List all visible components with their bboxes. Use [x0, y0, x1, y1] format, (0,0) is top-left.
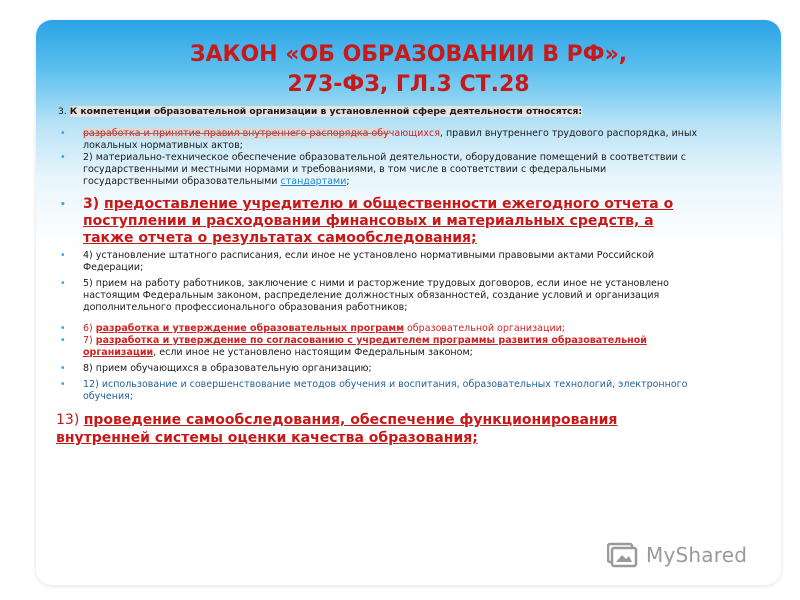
list-item-5	[58, 278, 698, 314]
list-item-3	[58, 196, 698, 247]
item-7-number: 7)	[83, 335, 93, 346]
list-item-4	[58, 250, 698, 274]
title-line-1: ЗАКОН «ОБ ОБРАЗОВАНИИ В РФ»,	[189, 42, 628, 67]
item-7-highlight: разработка и утверждение по согласованию с учредителем программы развития образовательной организации	[83, 335, 647, 358]
item-7-text: , если иное не установлено настоящим Федеральным законом;	[153, 347, 473, 358]
list-item-6	[58, 323, 698, 335]
bullet-icon: •	[60, 128, 66, 139]
bullet-icon: •	[60, 363, 66, 374]
title-line-2: 273-ФЗ, ГЛ.3 СТ.28	[287, 72, 530, 97]
bullet-icon: •	[60, 200, 66, 210]
list-item-1	[58, 128, 698, 152]
item-8-text: 8) прием обучающихся в образовательную организацию;	[83, 363, 372, 374]
standards-link[interactable]: стандартами	[280, 176, 347, 187]
item-2-end: ;	[346, 176, 350, 187]
item-2-text: 2) материально-техническое обеспечение образовательной деятельности, оборудование помещений в соответствии с государственными и местными нормами и требованиями, в том числе в соответствии с федеральными государственными образовательными	[83, 152, 687, 187]
list-item-2	[58, 152, 698, 188]
myshared-logo-icon	[607, 540, 641, 570]
item-5-text: 5) прием на работу работников, заключение с ними и расторжение трудовых договоров, если иное не установлено настоящим Федеральным законом, распределение должностных обязанностей, создание условий и организация дополнительного профессионального образования работников;	[83, 278, 669, 313]
bullet-icon: •	[60, 379, 66, 390]
item-3-number: 3)	[83, 196, 100, 212]
list-item-13	[56, 411, 698, 447]
bullet-icon: •	[60, 335, 66, 346]
list-item-12	[58, 379, 698, 403]
list-item-8	[58, 363, 698, 375]
bullet-icon: •	[60, 250, 66, 261]
intro-text: К компетенции образовательной организации в установленной сфере деятельности относятся:	[69, 106, 583, 117]
slide-content	[58, 106, 698, 447]
myshared-logo	[607, 540, 747, 570]
item-1-highlight-end: чающихся	[388, 128, 440, 139]
item-6-highlight: разработка и утверждение образовательных программ	[95, 323, 404, 334]
item-13-text: проведение самообследования, обеспечение функционирования внутренней системы оценки качества образования;	[56, 412, 618, 446]
bullet-icon: •	[60, 278, 66, 289]
bullet-icon: •	[60, 152, 66, 163]
item-1-text: , правил внутреннего трудового распорядка, иных локальных нормативных актов;	[83, 128, 698, 151]
item-13-number: 13)	[56, 412, 80, 428]
item-4-text: 4) установление штатного расписания, если иное не установлено нормативными правовыми актами Российской Федерации;	[83, 250, 655, 273]
item-12-text: 12) использование и совершенствование методов обучения и воспитания, образовательных технологий, электронного обучения;	[83, 379, 688, 402]
list-item-7	[58, 335, 698, 359]
intro-line	[58, 106, 698, 118]
item-3-text: предоставление учредителю и общественности ежегодного отчета о поступлении и расходовании финансовых и материальных средств, а также отчета о результатах самообследования;	[83, 196, 674, 246]
item-6-text: образовательной организации;	[403, 323, 565, 334]
bullet-icon: •	[60, 323, 66, 334]
intro-number: 3.	[58, 106, 67, 117]
slide-title	[36, 40, 781, 100]
logo-text: MyShared	[646, 543, 748, 567]
item-1-highlight: разработка и принятие правил внутреннего распорядка обу	[83, 128, 389, 139]
item-6-number: 6)	[83, 323, 93, 334]
